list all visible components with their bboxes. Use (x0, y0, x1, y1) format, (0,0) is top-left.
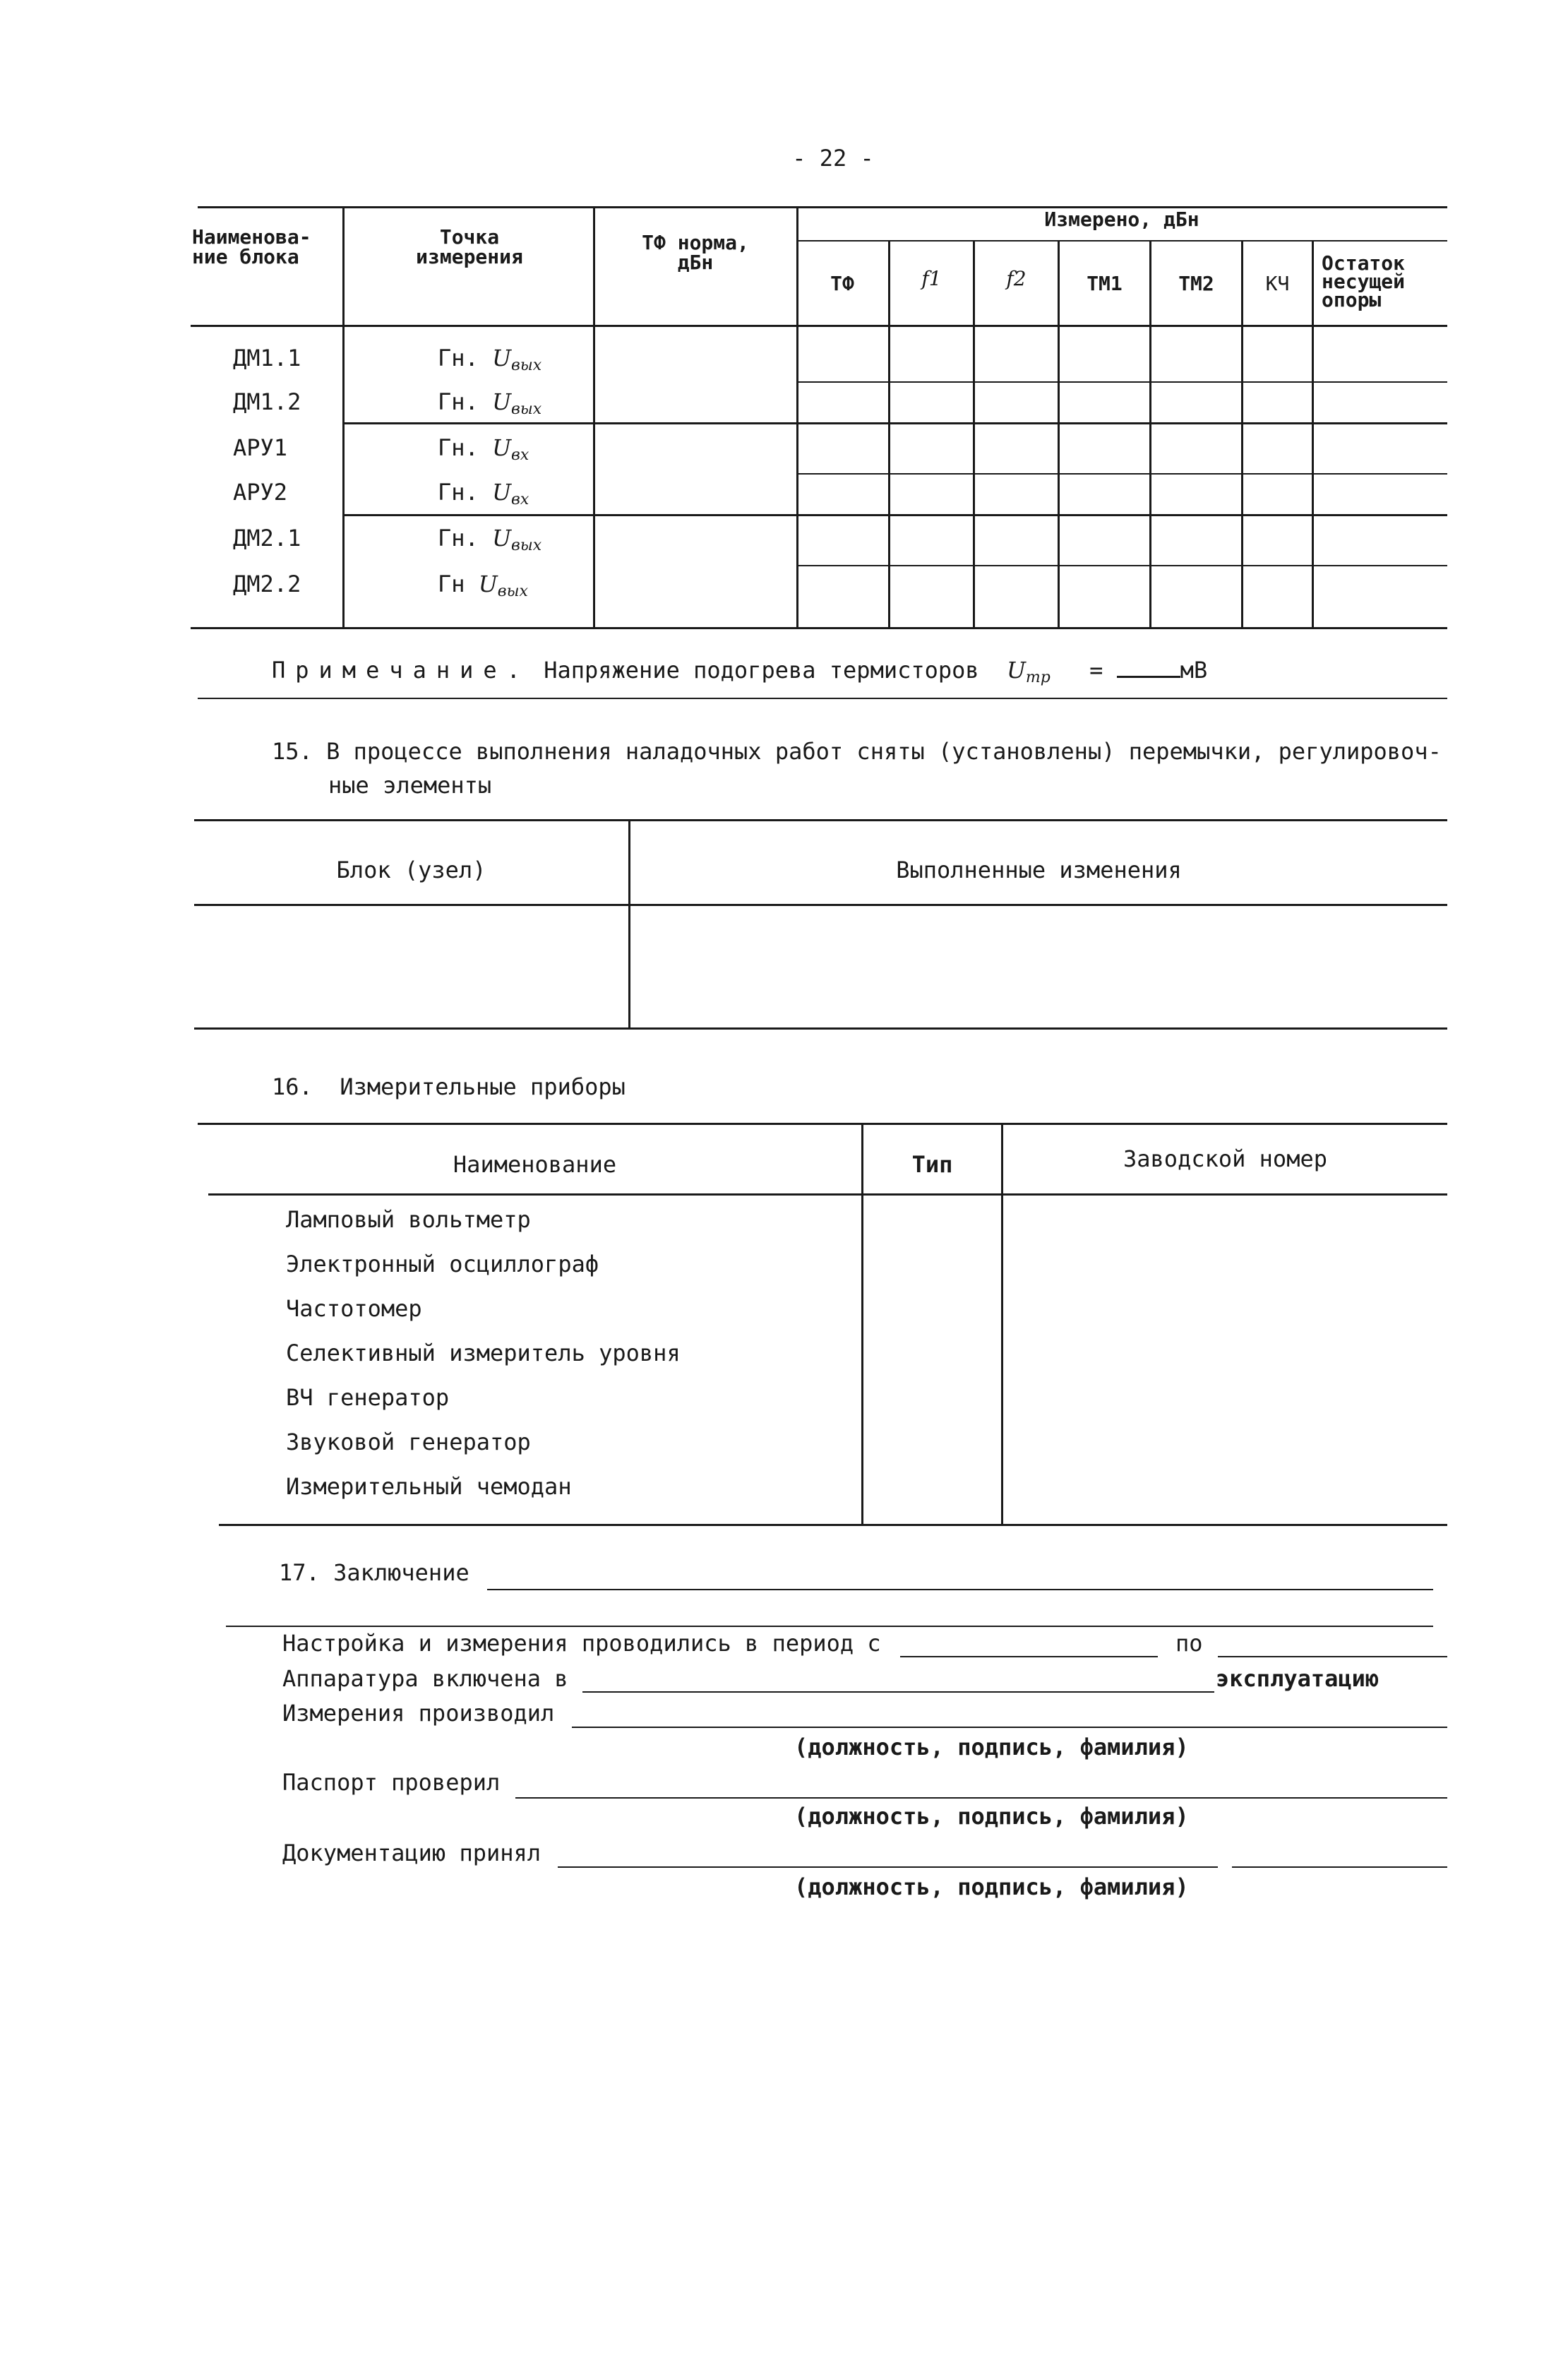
instrument-item: Измерительный чемодан (286, 1473, 572, 1500)
page-number: - 22 - (792, 145, 874, 172)
docs-by-blank[interactable] (558, 1866, 1218, 1868)
section16-title: 16. Измерительные приборы (272, 1073, 626, 1100)
caption-position-signature: (должность, подпись, фамилия) (794, 1873, 1189, 1900)
caption-position-signature: (должность, подпись, фамилия) (794, 1803, 1189, 1830)
row-point: Гн. $U_{вых}$ (438, 388, 542, 418)
header-tm1: ТМ1 (1087, 272, 1123, 295)
col-block-node: Блок (узел) (336, 857, 486, 883)
changes-text-cell[interactable] (630, 906, 1447, 1026)
period-from-blank[interactable] (900, 1656, 1158, 1657)
checked-by-label: Паспорт проверил (282, 1769, 501, 1796)
col-changes: Выполненные изменения (896, 857, 1182, 883)
header-f2: f2 (1006, 267, 1027, 290)
header-carrier-residual: Остаток несущей опоры (1322, 251, 1406, 311)
row-point: Гн. $U_{вых}$ (438, 525, 542, 554)
section15-line2: ные элементы (328, 772, 492, 799)
instrument-item: Звуковой генератор (286, 1429, 531, 1455)
row-block: ДМ1.1 (233, 345, 301, 371)
period-to-label: по (1175, 1630, 1203, 1657)
header-kch: КЧ (1265, 272, 1290, 295)
conclusion-line[interactable] (487, 1589, 1433, 1590)
docs-by-blank-2[interactable] (1232, 1866, 1447, 1868)
header-measured: Измерено, дБн (1044, 208, 1199, 231)
docs-by-label: Документацию принял (282, 1840, 541, 1866)
period-to-blank[interactable] (1218, 1656, 1447, 1657)
section15-line1: 15. В процессе выполнения наладочных работ сняты (установлены) перемычки, регулировоч- (272, 738, 1442, 765)
measured-by-blank[interactable] (572, 1727, 1447, 1728)
col-instrument-type: Тип (911, 1151, 953, 1178)
exploitation-label: эксплуатацию (1216, 1665, 1380, 1692)
header-tf: ТФ (830, 272, 854, 295)
header-measure-point: Точка измерения (416, 225, 523, 268)
section17-conclusion-label: 17. Заключение (279, 1559, 469, 1586)
instrument-item: Частотомер (286, 1295, 422, 1322)
thermistor-voltage-blank[interactable] (1117, 676, 1180, 678)
row-block: ДМ2.1 (233, 525, 301, 552)
instrument-item: ВЧ генератор (286, 1384, 450, 1411)
row-point: Гн. $U_{вх}$ (438, 434, 529, 464)
changes-block-cell[interactable] (194, 906, 628, 1026)
caption-position-signature: (должность, подпись, фамилия) (794, 1734, 1189, 1760)
conclusion-line-2[interactable] (226, 1626, 1433, 1627)
thermistor-note: Примечание. Напряжение подогрева термисторов $U_{тр}$ = мВ (272, 657, 1208, 686)
period-label: Настройка и измерения проводились в период с (282, 1630, 881, 1657)
instrument-item: Селективный измеритель уровня (286, 1340, 681, 1366)
row-block: ДМ1.2 (233, 388, 301, 415)
row-point: Гн. $U_{вых}$ (438, 345, 542, 374)
header-f1: f1 (921, 267, 942, 290)
header-tf-norm: ТФ норма, дБн (642, 231, 749, 274)
col-serial-number: Заводской номер (1123, 1145, 1327, 1172)
enabled-date-blank[interactable] (582, 1691, 1214, 1693)
header-tm2: ТМ2 (1178, 272, 1214, 295)
row-block: ДМ2.2 (233, 571, 301, 597)
col-instrument-name: Наименование (453, 1151, 617, 1178)
row-block: АРУ1 (233, 434, 288, 461)
instrument-item: Ламповый вольтметр (286, 1206, 531, 1233)
row-block: АРУ2 (233, 479, 288, 506)
row-point: Гн $U_{вых}$ (438, 571, 528, 600)
instrument-item: Электронный осциллограф (286, 1251, 599, 1277)
measured-by-label: Измерения производил (282, 1700, 555, 1727)
row-point: Гн. $U_{вх}$ (438, 479, 529, 508)
enabled-label: Аппаратура включена в (282, 1665, 568, 1692)
checked-by-blank[interactable] (515, 1797, 1447, 1799)
header-block-name: Наименова- ние блока (192, 225, 311, 268)
